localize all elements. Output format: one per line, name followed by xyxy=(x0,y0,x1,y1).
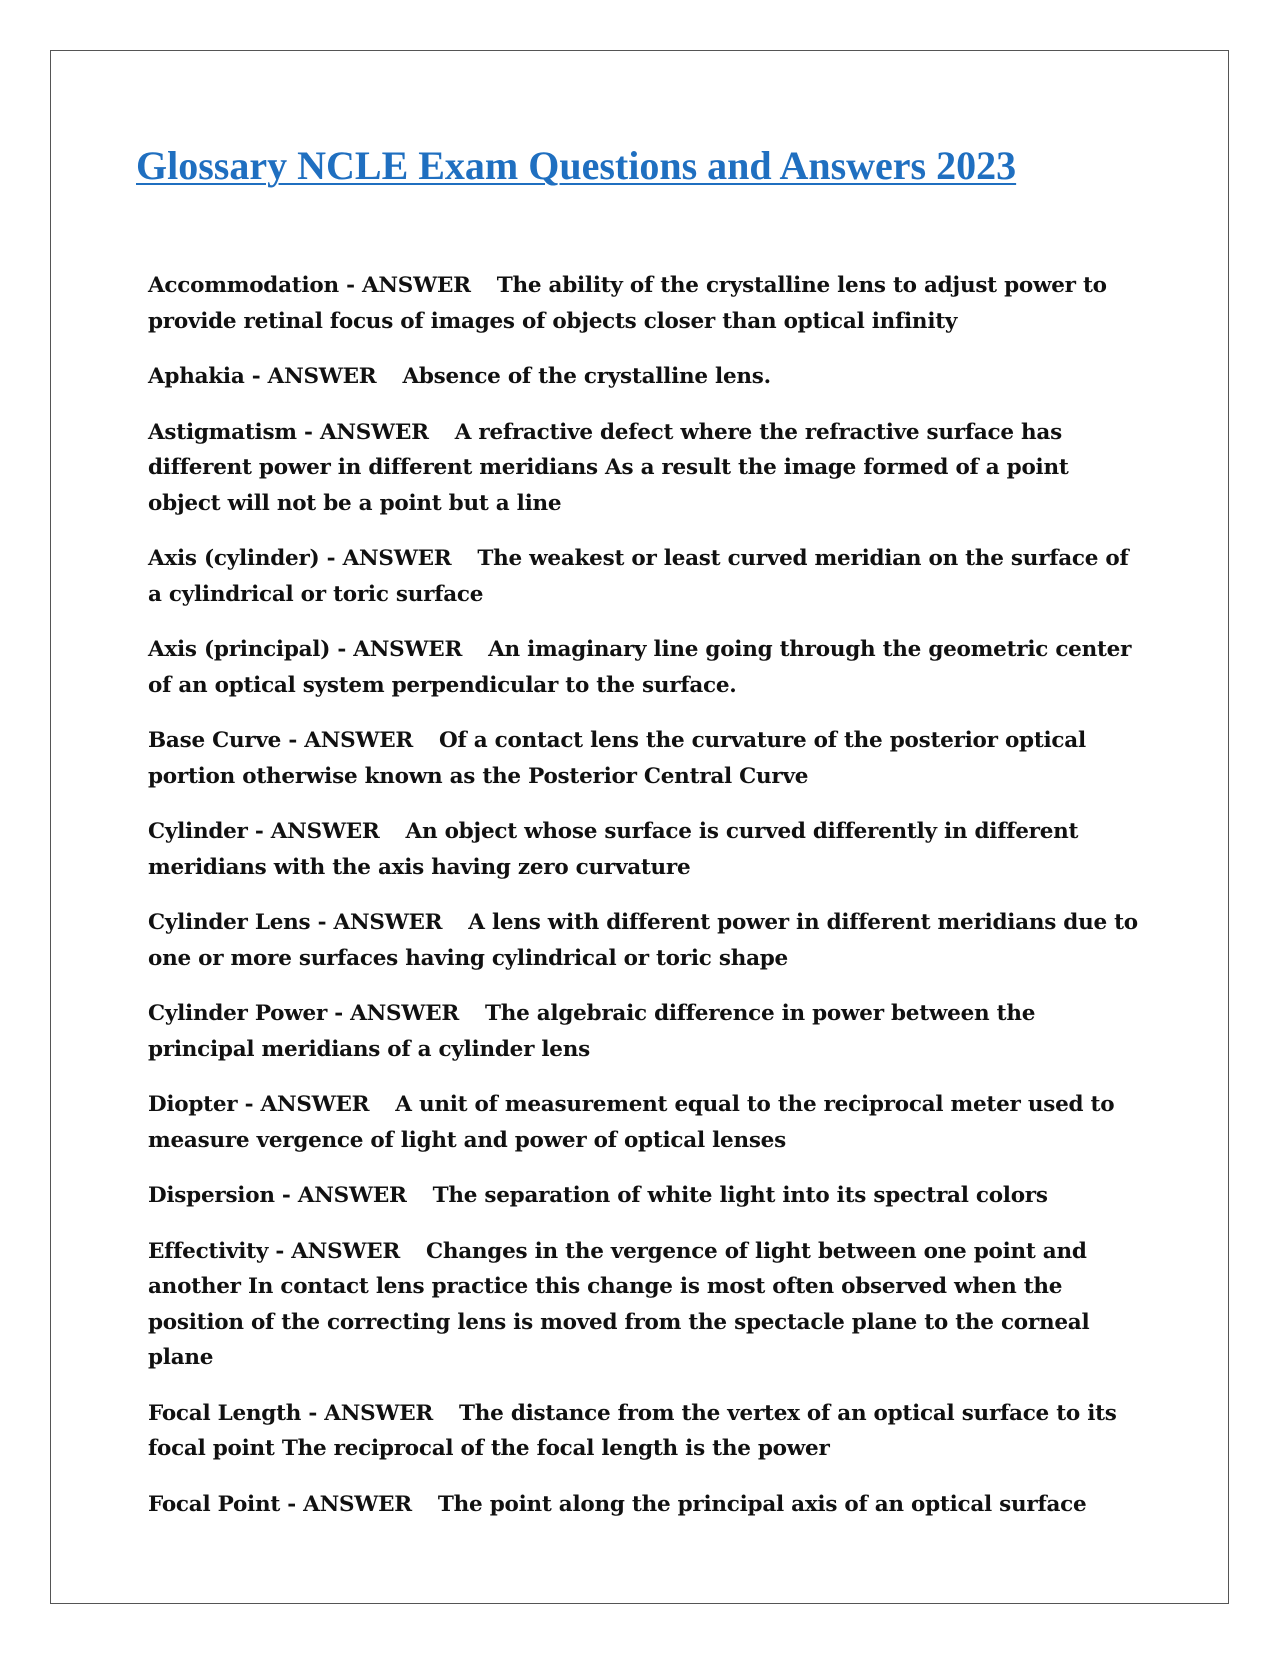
glossary-definition: A unit of measurement equal to the reciprocal meter used to measure vergence of light and power of optical lenses xyxy=(148,1092,1115,1153)
glossary-entry xyxy=(148,1178,1148,1214)
glossary-definition: A lens with different power in different meridians due to one or more surfaces having cylindrical or toric shape xyxy=(148,910,1138,971)
glossary-term: Effectivity - ANSWER xyxy=(148,1238,400,1264)
glossary-entry xyxy=(148,541,1148,612)
glossary-definition: The ability of the crystalline lens to adjust power to provide retinal focus of images of objects closer than optical infinity xyxy=(148,273,1107,334)
glossary-term: Cylinder - ANSWER xyxy=(148,819,380,844)
glossary-entry xyxy=(148,268,1148,339)
glossary-entry xyxy=(148,359,1148,395)
glossary-term: Aphakia - ANSWER xyxy=(148,364,377,389)
glossary-term: Accommodation - ANSWER xyxy=(148,273,471,298)
glossary-entry xyxy=(148,996,1148,1067)
glossary-definition: Absence of the crystalline lens. xyxy=(402,364,771,389)
glossary-definition: Changes in the vergence of light between one point and another In contact lens practice this change is most often observed when the position of the correcting lens is moved from the spectacle plane to the corneal plane xyxy=(148,1238,1090,1370)
glossary-definition: An imaginary line going through the geometric center of an optical system perpendicular to the surface. xyxy=(148,637,1132,698)
glossary-entry xyxy=(148,1487,1148,1523)
glossary-entry xyxy=(148,415,1148,522)
glossary-entry xyxy=(148,1234,1148,1376)
glossary-term: Cylinder Lens - ANSWER xyxy=(148,910,443,935)
glossary-definition: The algebraic difference in power between the principal meridians of a cylinder lens xyxy=(148,1001,1036,1062)
document-title: Glossary NCLE Exam Questions and Answers 2023 xyxy=(136,143,1017,188)
glossary-entry xyxy=(148,723,1148,794)
glossary-entry xyxy=(148,1396,1148,1467)
glossary-list xyxy=(148,268,1148,1542)
glossary-definition: A refractive defect where the refractive surface has different power in different meridians As a result the image formed of a point object will not be a point but a line xyxy=(148,419,1069,516)
glossary-term: Axis (principal) - ANSWER xyxy=(148,637,463,662)
glossary-term: Astigmatism - ANSWER xyxy=(148,419,429,445)
glossary-term: Cylinder Power - ANSWER xyxy=(148,1001,459,1026)
glossary-definition: The point along the principal axis of an optical surface xyxy=(437,1491,1087,1517)
glossary-definition: Of a contact lens the curvature of the posterior optical portion otherwise known as the Posterior Central Curve xyxy=(148,728,1086,789)
glossary-term: Focal Length - ANSWER xyxy=(148,1400,434,1426)
glossary-term: Focal Point - ANSWER xyxy=(148,1491,412,1517)
glossary-definition: An object whose surface is curved differently in different meridians with the axis having zero curvature xyxy=(148,819,1079,880)
glossary-definition: The distance from the vertex of an optical surface to its focal point The reciprocal of the focal length is the power xyxy=(148,1400,1117,1461)
glossary-entry xyxy=(148,632,1148,703)
glossary-term: Base Curve - ANSWER xyxy=(148,728,414,753)
glossary-term: Dispersion - ANSWER xyxy=(148,1183,407,1208)
glossary-term: Axis (cylinder) - ANSWER xyxy=(148,546,452,571)
glossary-definition: The weakest or least curved meridian on the surface of a cylindrical or toric surface xyxy=(148,546,1129,607)
glossary-entry xyxy=(148,1087,1148,1158)
glossary-entry xyxy=(148,905,1148,976)
glossary-definition: The separation of white light into its spectral colors xyxy=(432,1183,1048,1208)
glossary-term: Diopter - ANSWER xyxy=(148,1092,370,1117)
glossary-entry xyxy=(148,814,1148,885)
